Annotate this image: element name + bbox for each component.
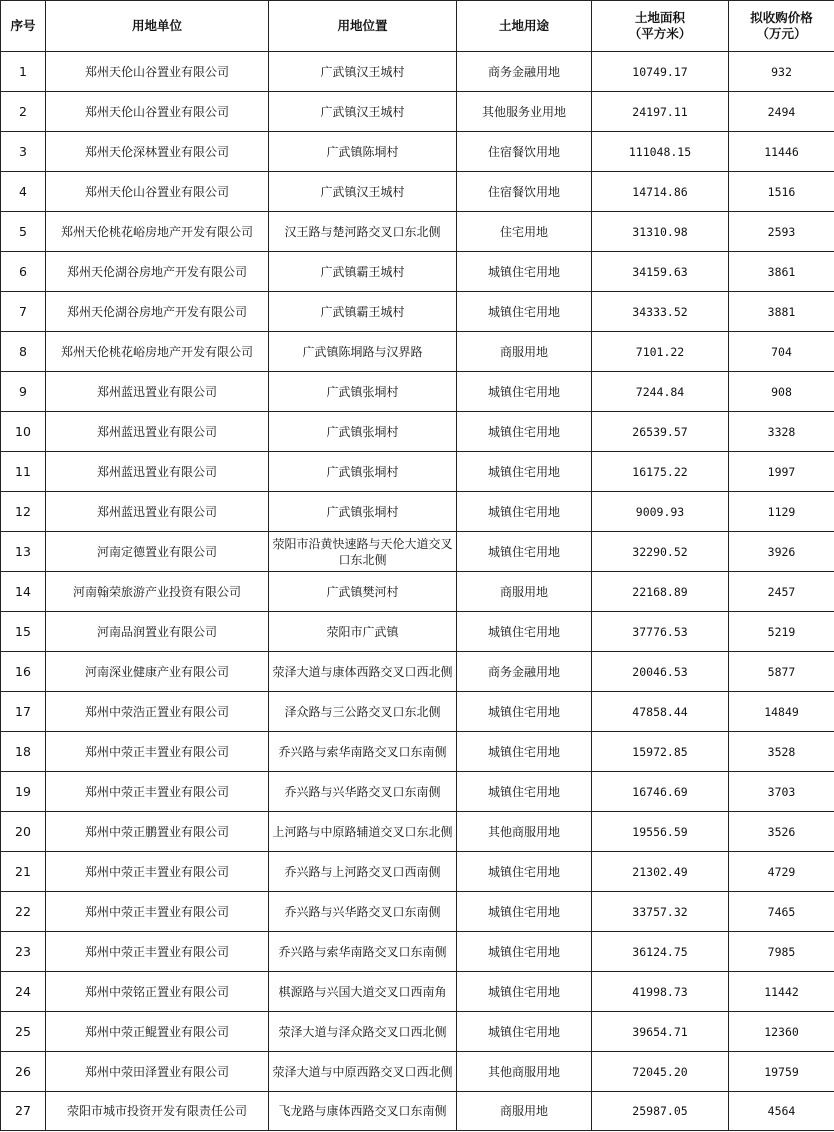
cell-index: 11: [1, 452, 46, 492]
table-row: [1, 52, 834, 92]
table-row: [1, 532, 834, 572]
cell-area: 37776.53: [592, 612, 729, 652]
table-header: [1, 1, 834, 52]
cell-unit: 河南定德置业有限公司: [46, 532, 269, 572]
table-row: [1, 252, 834, 292]
cell-price: 7985: [729, 932, 834, 972]
cell-location: 广武镇汉王城村: [269, 92, 457, 132]
table-row: [1, 972, 834, 1012]
cell-area: 15972.85: [592, 732, 729, 772]
cell-use: 商务金融用地: [457, 652, 592, 692]
cell-unit: 郑州中荥正丰置业有限公司: [46, 932, 269, 972]
cell-index: 26: [1, 1052, 46, 1092]
header-unit: 用地单位: [46, 1, 269, 52]
table-row: [1, 132, 834, 172]
cell-unit: 郑州天伦山谷置业有限公司: [46, 92, 269, 132]
table-row: [1, 852, 834, 892]
table-row: [1, 212, 834, 252]
cell-use: 城镇住宅用地: [457, 452, 592, 492]
cell-location: 荥阳市沿黄快速路与天伦大道交叉口东北侧: [269, 532, 457, 572]
table-row: [1, 572, 834, 612]
cell-use: 其他商服用地: [457, 812, 592, 852]
cell-unit: 河南翰荣旅游产业投资有限公司: [46, 572, 269, 612]
header-price: [729, 1, 834, 52]
cell-area: 39654.71: [592, 1012, 729, 1052]
cell-price: 1516: [729, 172, 834, 212]
cell-area: 31310.98: [592, 212, 729, 252]
cell-location: 乔兴路与索华南路交叉口东南侧: [269, 932, 457, 972]
cell-unit: 郑州中荥正丰置业有限公司: [46, 772, 269, 812]
cell-area: 7101.22: [592, 332, 729, 372]
cell-area: 32290.52: [592, 532, 729, 572]
cell-area: 34159.63: [592, 252, 729, 292]
cell-use: 城镇住宅用地: [457, 732, 592, 772]
table-row: [1, 652, 834, 692]
cell-use: 城镇住宅用地: [457, 292, 592, 332]
cell-price: 7465: [729, 892, 834, 932]
cell-area: 25987.05: [592, 1092, 729, 1131]
cell-area: 111048.15: [592, 132, 729, 172]
header-price-title: 拟收购价格: [750, 10, 813, 25]
table-row: [1, 892, 834, 932]
cell-price: 2593: [729, 212, 834, 252]
table-row: [1, 1012, 834, 1052]
table-row: [1, 732, 834, 772]
cell-unit: 郑州天伦桃花峪房地产开发有限公司: [46, 332, 269, 372]
cell-unit: 郑州中荥浩正置业有限公司: [46, 692, 269, 732]
cell-area: 72045.20: [592, 1052, 729, 1092]
cell-unit: 荥阳市城市投资开发有限责任公司: [46, 1092, 269, 1131]
cell-use: 城镇住宅用地: [457, 412, 592, 452]
cell-area: 24197.11: [592, 92, 729, 132]
cell-location: 广武镇陈垌村: [269, 132, 457, 172]
table-row: [1, 812, 834, 852]
cell-location: 飞龙路与康体西路交叉口东南侧: [269, 1092, 457, 1131]
cell-location: 乔兴路与兴华路交叉口东南侧: [269, 772, 457, 812]
cell-unit: 郑州天伦深林置业有限公司: [46, 132, 269, 172]
cell-unit: 郑州蓝迅置业有限公司: [46, 412, 269, 452]
cell-price: 4729: [729, 852, 834, 892]
cell-price: 932: [729, 52, 834, 92]
table-row: [1, 452, 834, 492]
cell-use: 其他商服用地: [457, 1052, 592, 1092]
cell-index: 24: [1, 972, 46, 1012]
cell-area: 26539.57: [592, 412, 729, 452]
table-row: [1, 932, 834, 972]
cell-location: 乔兴路与索华南路交叉口东南侧: [269, 732, 457, 772]
cell-use: 城镇住宅用地: [457, 852, 592, 892]
cell-price: 3328: [729, 412, 834, 452]
header-use: 土地用途: [457, 1, 592, 52]
cell-unit: 郑州中荥正鲲置业有限公司: [46, 1012, 269, 1052]
table-row: [1, 92, 834, 132]
cell-use: 城镇住宅用地: [457, 972, 592, 1012]
cell-area: 47858.44: [592, 692, 729, 732]
cell-area: 10749.17: [592, 52, 729, 92]
header-area: [592, 1, 729, 52]
cell-location: 泽众路与三公路交叉口东北侧: [269, 692, 457, 732]
cell-use: 商务金融用地: [457, 52, 592, 92]
cell-index: 1: [1, 52, 46, 92]
cell-location: 广武镇樊河村: [269, 572, 457, 612]
cell-unit: 郑州中荥正鹏置业有限公司: [46, 812, 269, 852]
cell-price: 1129: [729, 492, 834, 532]
cell-index: 22: [1, 892, 46, 932]
cell-index: 10: [1, 412, 46, 452]
cell-index: 15: [1, 612, 46, 652]
cell-index: 25: [1, 1012, 46, 1052]
cell-area: 41998.73: [592, 972, 729, 1012]
cell-location: 广武镇张垌村: [269, 452, 457, 492]
cell-location: 乔兴路与上河路交叉口西南侧: [269, 852, 457, 892]
cell-use: 商服用地: [457, 332, 592, 372]
cell-index: 3: [1, 132, 46, 172]
cell-area: 19556.59: [592, 812, 729, 852]
cell-price: 2494: [729, 92, 834, 132]
cell-location: 广武镇张垌村: [269, 492, 457, 532]
cell-location: 广武镇张垌村: [269, 372, 457, 412]
cell-price: 14849: [729, 692, 834, 732]
cell-price: 1997: [729, 452, 834, 492]
cell-index: 14: [1, 572, 46, 612]
cell-area: 20046.53: [592, 652, 729, 692]
cell-use: 城镇住宅用地: [457, 492, 592, 532]
cell-price: 12360: [729, 1012, 834, 1052]
cell-unit: 郑州天伦山谷置业有限公司: [46, 52, 269, 92]
cell-area: 16175.22: [592, 452, 729, 492]
table-row: [1, 492, 834, 532]
cell-area: 34333.52: [592, 292, 729, 332]
cell-use: 住宅用地: [457, 212, 592, 252]
cell-area: 14714.86: [592, 172, 729, 212]
header-location: 用地位置: [269, 1, 457, 52]
cell-location: 广武镇汉王城村: [269, 172, 457, 212]
cell-location: 广武镇汉王城村: [269, 52, 457, 92]
cell-area: 16746.69: [592, 772, 729, 812]
cell-use: 城镇住宅用地: [457, 532, 592, 572]
cell-use: 城镇住宅用地: [457, 772, 592, 812]
cell-use: 城镇住宅用地: [457, 252, 592, 292]
cell-location: 荥泽大道与康体西路交叉口西北侧: [269, 652, 457, 692]
cell-unit: 郑州天伦桃花峪房地产开发有限公司: [46, 212, 269, 252]
cell-price: 908: [729, 372, 834, 412]
cell-location: 棋源路与兴国大道交叉口西南角: [269, 972, 457, 1012]
cell-area: 9009.93: [592, 492, 729, 532]
cell-unit: 郑州天伦湖谷房地产开发有限公司: [46, 252, 269, 292]
cell-use: 商服用地: [457, 572, 592, 612]
cell-use: 住宿餐饮用地: [457, 172, 592, 212]
cell-index: 7: [1, 292, 46, 332]
cell-area: 36124.75: [592, 932, 729, 972]
cell-index: 6: [1, 252, 46, 292]
table-row: [1, 1092, 834, 1131]
table-row: [1, 332, 834, 372]
cell-unit: 郑州中荥田泽置业有限公司: [46, 1052, 269, 1092]
cell-unit: 郑州中荥正丰置业有限公司: [46, 892, 269, 932]
cell-unit: 郑州天伦山谷置业有限公司: [46, 172, 269, 212]
cell-price: 5219: [729, 612, 834, 652]
cell-location: 上河路与中原路辅道交叉口东北侧: [269, 812, 457, 852]
table-row: [1, 1052, 834, 1092]
cell-unit: 郑州蓝迅置业有限公司: [46, 452, 269, 492]
table-row: [1, 692, 834, 732]
header-row: [1, 1, 834, 52]
cell-unit: 郑州中荥正丰置业有限公司: [46, 852, 269, 892]
cell-use: 商服用地: [457, 1092, 592, 1131]
cell-price: 3861: [729, 252, 834, 292]
cell-unit: 郑州蓝迅置业有限公司: [46, 372, 269, 412]
header-price-unit: （万元）: [756, 26, 807, 41]
cell-area: 21302.49: [592, 852, 729, 892]
header-area-unit: （平方米）: [628, 26, 692, 41]
cell-price: 5877: [729, 652, 834, 692]
table-row: [1, 612, 834, 652]
cell-price: 11442: [729, 972, 834, 1012]
cell-location: 广武镇陈垌路与汉界路: [269, 332, 457, 372]
cell-index: 20: [1, 812, 46, 852]
table-row: [1, 772, 834, 812]
cell-unit: 郑州中荥铭正置业有限公司: [46, 972, 269, 1012]
cell-price: 2457: [729, 572, 834, 612]
cell-index: 27: [1, 1092, 46, 1131]
cell-location: 汉王路与楚河路交叉口东北侧: [269, 212, 457, 252]
cell-area: 7244.84: [592, 372, 729, 412]
cell-price: 3926: [729, 532, 834, 572]
cell-location: 荥泽大道与中原西路交叉口西北侧: [269, 1052, 457, 1092]
cell-index: 19: [1, 772, 46, 812]
header-area-title: 土地面积: [634, 10, 685, 25]
cell-index: 8: [1, 332, 46, 372]
cell-index: 2: [1, 92, 46, 132]
cell-index: 5: [1, 212, 46, 252]
cell-unit: 郑州中荥正丰置业有限公司: [46, 732, 269, 772]
cell-unit: 河南品润置业有限公司: [46, 612, 269, 652]
cell-index: 18: [1, 732, 46, 772]
cell-price: 11446: [729, 132, 834, 172]
cell-index: 21: [1, 852, 46, 892]
cell-use: 城镇住宅用地: [457, 932, 592, 972]
cell-use: 住宿餐饮用地: [457, 132, 592, 172]
cell-use: 其他服务业用地: [457, 92, 592, 132]
cell-use: 城镇住宅用地: [457, 892, 592, 932]
cell-index: 12: [1, 492, 46, 532]
cell-index: 9: [1, 372, 46, 412]
cell-location: 乔兴路与兴华路交叉口东南侧: [269, 892, 457, 932]
table-row: [1, 292, 834, 332]
cell-price: 704: [729, 332, 834, 372]
cell-index: 13: [1, 532, 46, 572]
cell-price: 19759: [729, 1052, 834, 1092]
cell-index: 17: [1, 692, 46, 732]
cell-use: 城镇住宅用地: [457, 692, 592, 732]
cell-price: 3881: [729, 292, 834, 332]
cell-location: 广武镇霸王城村: [269, 252, 457, 292]
cell-unit: 郑州蓝迅置业有限公司: [46, 492, 269, 532]
cell-location: 荥泽大道与泽众路交叉口西北侧: [269, 1012, 457, 1052]
cell-use: 城镇住宅用地: [457, 612, 592, 652]
header-index: 序号: [1, 1, 46, 52]
cell-price: 3528: [729, 732, 834, 772]
cell-unit: 河南深业健康产业有限公司: [46, 652, 269, 692]
table-row: [1, 412, 834, 452]
cell-price: 3526: [729, 812, 834, 852]
cell-price: 4564: [729, 1092, 834, 1131]
cell-index: 23: [1, 932, 46, 972]
cell-unit: 郑州天伦湖谷房地产开发有限公司: [46, 292, 269, 332]
cell-use: 城镇住宅用地: [457, 1012, 592, 1052]
cell-location: 广武镇霸王城村: [269, 292, 457, 332]
table-row: [1, 372, 834, 412]
cell-location: 广武镇张垌村: [269, 412, 457, 452]
cell-index: 16: [1, 652, 46, 692]
cell-use: 城镇住宅用地: [457, 372, 592, 412]
cell-area: 33757.32: [592, 892, 729, 932]
table-body: [1, 52, 834, 1131]
cell-index: 4: [1, 172, 46, 212]
cell-price: 3703: [729, 772, 834, 812]
table-row: [1, 172, 834, 212]
cell-location: 荥阳市广武镇: [269, 612, 457, 652]
cell-area: 22168.89: [592, 572, 729, 612]
